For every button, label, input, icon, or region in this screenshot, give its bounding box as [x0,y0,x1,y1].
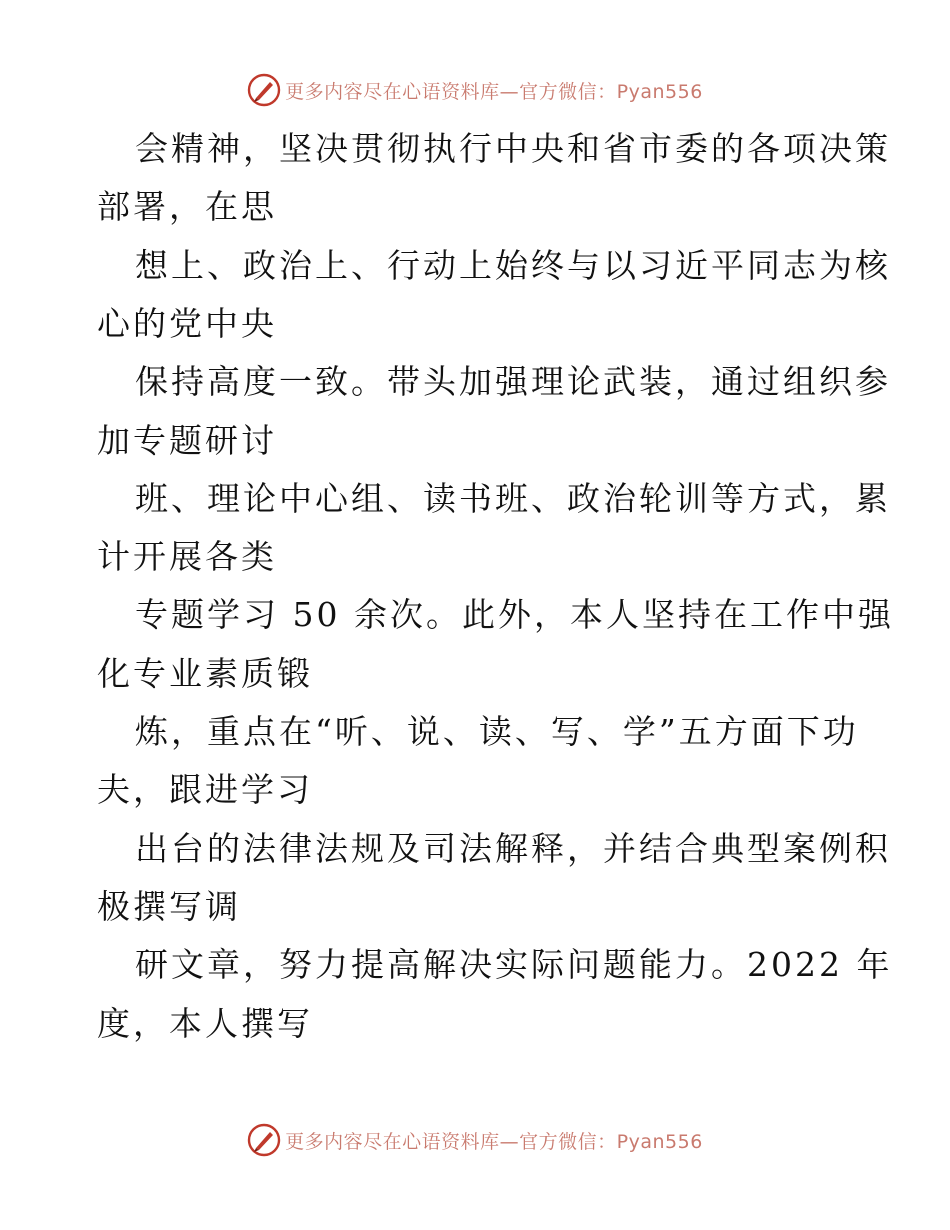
text-line: 专题学习 50 余次。此外，本人坚持在工作中强 [135,595,894,635]
text-line: 出台的法律法规及司法解释，并结合典型案例积 [135,828,891,868]
text-line: 化专业素质锻 [97,653,313,693]
footer-watermark [0,1120,950,1160]
text-line: 部署，在思 [97,187,277,227]
text-line: 计开展各类 [97,537,277,577]
text-line: 心的党中央 [97,303,277,343]
text-line: 会精神，坚决贯彻执行中央和省市委的各项决策 [135,129,891,168]
text-line: 班、理论中心组、读书班、政治轮训等方式，累 [135,478,891,518]
text-line: 保持高度一致。带头加强理论武装，通过组织参 [135,362,891,402]
text-line: 研文章，努力提高解决实际问题能力。2022 年 [135,945,893,985]
watermark-text: 更多内容尽在心语资料库—官方微信：Pyan556 [285,80,703,103]
header-watermark [0,70,950,110]
text-line: 夫，跟进学习 [97,770,313,810]
pen-logo-icon [247,73,281,107]
text-line: 想上、政治上、行动上始终与以习近平同志为核 [135,245,891,285]
text-line: 炼，重点在“听、说、读、写、学”五方面下功 [135,712,859,751]
watermark-text: 更多内容尽在心语资料库—官方微信：Pyan556 [285,1130,703,1153]
text-line: 度，本人撰写 [97,1003,313,1043]
text-line: 极撰写调 [97,886,241,926]
text-line: 加专题研讨 [97,420,277,460]
pen-logo-icon [247,1123,281,1157]
